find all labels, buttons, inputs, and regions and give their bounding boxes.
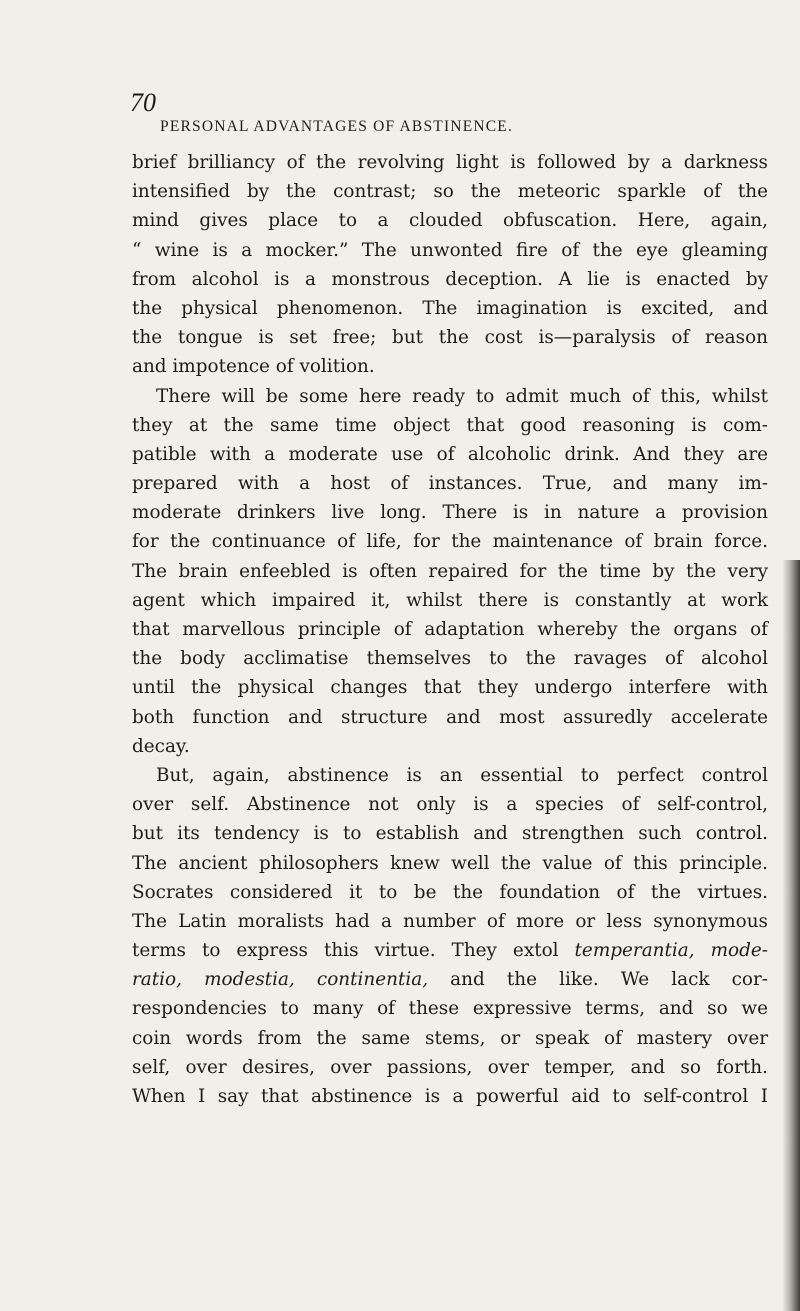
text-line: self, over desires, over passions, over temper, and so forth.: [132, 1056, 768, 1078]
text-line: moderate drinkers live long. There is in nature a provision: [132, 502, 768, 524]
text-line: agent which impaired it, whilst there is constantly at work: [132, 589, 768, 611]
text-line: the tongue is set free; but the cost is—paralysis of reason: [132, 327, 768, 349]
text-line: But, again, abstinence is an essential to perfect control: [156, 764, 768, 786]
text-line: and impotence of volition.: [132, 356, 375, 378]
text-fragment: and the like. We lack cor-: [428, 969, 768, 991]
text-line: the body acclimatise themselves to the ravages of alcohol: [132, 648, 768, 670]
text-line: until the physical changes that they undergo interfere with: [132, 677, 768, 699]
paragraph-1: [132, 148, 768, 382]
text-line: The brain enfeebled is often repaired for the time by the very: [132, 560, 768, 582]
text-line: that marvellous principle of adaptation whereby the organs of: [132, 619, 768, 640]
text-line: When I say that abstinence is a powerful aid to self-control I: [132, 1086, 768, 1107]
text-line: coin words from the same stems, or speak of mastery over: [132, 1027, 768, 1049]
text-line: from alcohol is a monstrous deception. A lie is enacted by: [132, 268, 768, 290]
text-line: “ wine is a mocker.” The unwonted fire of the eye gleaming: [132, 239, 768, 261]
text-line: mind gives place to a clouded obfuscation. Here, again,: [132, 210, 768, 232]
text-line: Socrates considered it to be the foundation of the virtues.: [132, 881, 768, 903]
body-text: [132, 148, 768, 1111]
running-head: PERSONAL ADVANTAGES OF ABSTINENCE.: [160, 118, 514, 135]
text-line: decay.: [132, 735, 190, 757]
text-line: for the continuance of life, for the maintenance of brain force.: [132, 531, 768, 553]
paragraph-3: [132, 761, 768, 1111]
text-line-with-italics: [132, 965, 768, 994]
text-line: the physical phenomenon. The imagination is excited, and: [132, 297, 768, 319]
page-number: 70: [130, 88, 156, 117]
text-line: over self. Abstinence not only is a species of self-control,: [132, 794, 768, 816]
latin-term: ratio,: [132, 969, 182, 991]
paragraph-2: [132, 382, 768, 761]
text-line: but its tendency is to establish and strengthen such control.: [132, 823, 768, 845]
page-edge-shadow: [782, 560, 800, 1311]
text-fragment: [695, 940, 711, 961]
latin-term: modestia,: [204, 969, 295, 991]
text-line: patible with a moderate use of alcoholic drink. And they are: [132, 443, 768, 465]
latin-term: continentia,: [316, 969, 429, 991]
text-line-with-italics: [132, 936, 768, 965]
text-line: respondencies to many of these expressive terms, and so we: [132, 998, 768, 1020]
text-fragment: terms to express this virtue. They extol: [132, 940, 575, 962]
text-line: prepared with a host of instances. True, and many im-: [132, 473, 768, 495]
text-fragment: [182, 969, 204, 990]
text-line: The Latin moralists had a number of more or less synonymous: [132, 910, 768, 932]
text-line: brief brilliancy of the revolving light is followed by a darkness: [132, 152, 768, 173]
text-line: There will be some here ready to admit much of this, whilst: [156, 385, 768, 407]
text-line: intensified by the contrast; so the meteoric sparkle of the: [132, 181, 768, 203]
latin-term: temperantia,: [574, 940, 695, 962]
text-fragment: [295, 969, 317, 990]
text-line: they at the same time object that good reasoning is com-: [132, 414, 768, 436]
text-line: both function and structure and most assuredly accelerate: [132, 706, 768, 728]
text-line: The ancient philosophers knew well the value of this principle.: [132, 852, 768, 874]
latin-term: mode-: [710, 940, 768, 962]
